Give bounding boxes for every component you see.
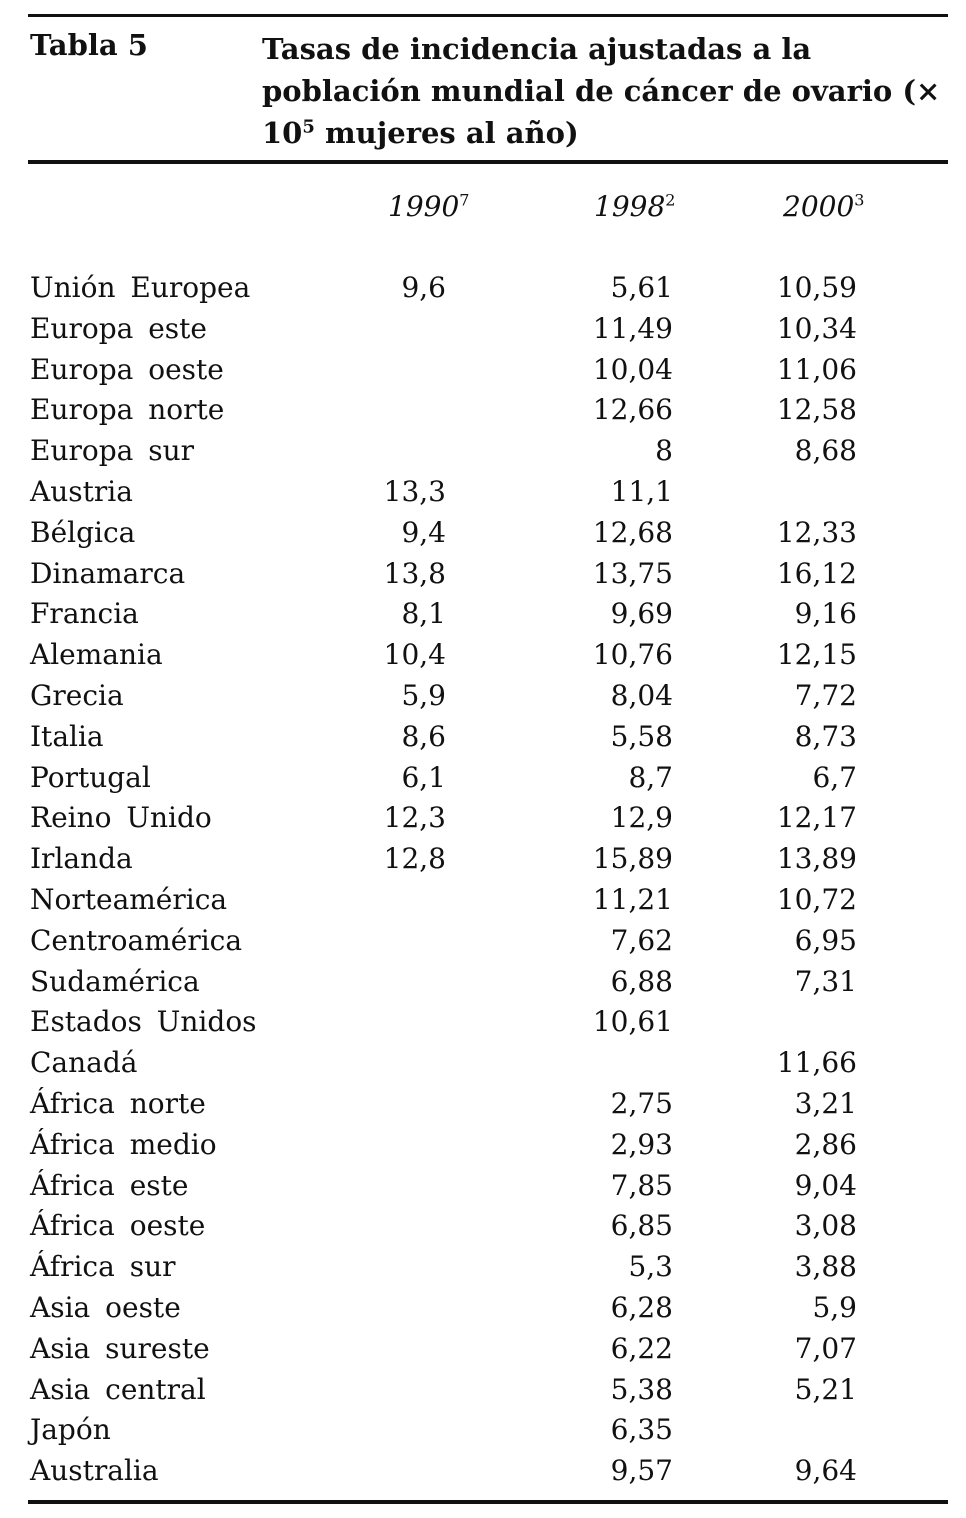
value-1990-cell: 9,6 [401,271,446,304]
value-1998-cell: 10,61 [592,1005,673,1039]
value-1998-cell: 6,35 [610,1413,673,1447]
table-row [0,513,966,554]
region-cell: Bélgica [30,515,136,549]
region-cell: Asia central [30,1372,206,1406]
table-label: Tabla 5 [30,28,148,62]
region-cell: Europa oeste [30,352,224,386]
value-2000-cell: 6,7 [812,760,857,794]
region-cell: Grecia [30,678,124,712]
region-cell: Estados Unidos [30,1005,257,1039]
column-ref: 7 [459,190,470,210]
region-cell: Portugal [30,760,151,794]
value-1998-cell: 5,38 [610,1372,673,1406]
value-1998-cell: 11,1 [610,474,673,508]
table-row [0,1002,966,1043]
table-row [0,676,966,717]
value-1998-cell: 8,04 [610,678,673,712]
value-2000-cell: 3,08 [794,1209,857,1243]
region-cell: Europa sur [30,434,195,468]
region-cell: Australia [30,1454,159,1488]
region-cell: África medio [30,1127,217,1161]
value-2000-cell: 10,72 [776,882,857,916]
value-1998-cell: 8,7 [628,760,673,794]
table-row [0,758,966,799]
region-cell: Francia [30,597,139,631]
title-main: Tasas de incidencia ajustadas a la población mundial de cáncer de ovario (× 10 [262,32,941,150]
table-row [0,390,966,431]
table-row [0,798,966,839]
table-row [0,1451,966,1492]
value-1998-cell: 6,22 [610,1331,673,1365]
value-2000-cell: 5,21 [794,1372,857,1406]
value-1998-cell: 8 [655,434,673,468]
table-row [0,1206,966,1247]
value-2000-cell: 7,72 [794,678,857,712]
region-cell: Centroamérica [30,923,243,957]
value-1990-cell: 8,1 [401,597,446,631]
region-cell: Canadá [30,1046,138,1080]
region-cell: Unión Europea [30,271,251,304]
value-1998-cell: 12,9 [610,801,673,835]
value-1990-cell: 10,4 [383,638,446,672]
value-1998-cell: 11,49 [592,311,673,345]
value-2000-cell: 12,33 [776,515,857,549]
region-cell: África oeste [30,1209,206,1243]
table-row [0,554,966,595]
region-cell: Europa este [30,311,207,345]
column-header-1990 [388,190,469,223]
value-2000-cell: 7,31 [794,964,857,998]
top-rule [28,14,948,17]
value-1990-cell: 8,6 [401,719,446,753]
value-1998-cell: 10,76 [592,638,673,672]
table-row [0,1043,966,1084]
value-2000-cell: 9,64 [794,1454,857,1488]
column-year: 2000 [783,190,855,223]
region-cell: Austria [30,474,133,508]
column-header-1998 [594,190,675,223]
value-2000-cell: 7,07 [794,1331,857,1365]
table-row [0,839,966,880]
region-cell: Italia [30,719,104,753]
value-1998-cell: 15,89 [592,842,673,876]
value-1998-cell: 10,04 [592,352,673,386]
table-row [0,594,966,635]
value-2000-cell: 11,06 [776,352,857,386]
column-year: 1998 [594,190,666,223]
table-row [0,1247,966,1288]
table-row [0,962,966,1003]
value-1990-cell: 13,8 [383,556,446,590]
table-title [262,28,942,154]
title-exponent: 5 [302,116,315,138]
value-1998-cell: 2,93 [610,1127,673,1161]
value-1998-cell: 5,58 [610,719,673,753]
bottom-rule [28,1500,948,1504]
title-end: mujeres al año) [314,116,579,150]
value-2000-cell: 11,66 [776,1046,857,1080]
value-1998-cell: 9,57 [610,1454,673,1488]
region-cell: África sur [30,1250,176,1284]
value-1990-cell: 9,4 [401,515,446,549]
table-row [0,1370,966,1411]
value-2000-cell: 12,17 [776,801,857,835]
table-row [0,350,966,391]
column-ref: 3 [854,190,865,210]
table-row [0,717,966,758]
value-1998-cell: 13,75 [592,556,673,590]
value-1998-cell: 7,85 [610,1168,673,1202]
region-cell: África este [30,1168,189,1202]
value-1998-cell: 12,68 [592,515,673,549]
value-2000-cell: 5,9 [812,1290,857,1324]
value-2000-cell: 13,89 [776,842,857,876]
region-cell: Europa norte [30,393,225,427]
table-row [0,635,966,676]
value-2000-cell: 12,15 [776,638,857,672]
value-2000-cell: 16,12 [776,556,857,590]
value-1998-cell: 5,61 [610,271,673,304]
region-cell: Dinamarca [30,556,186,590]
value-2000-cell: 2,86 [794,1127,857,1161]
region-cell: Japón [30,1413,111,1447]
region-cell: Irlanda [30,842,133,876]
value-1998-cell: 9,69 [610,597,673,631]
region-cell: Asia oeste [30,1290,181,1324]
value-1998-cell: 6,85 [610,1209,673,1243]
value-1998-cell: 12,66 [592,393,673,427]
value-1998-cell: 5,3 [628,1250,673,1284]
table-row [0,268,966,309]
table-row [0,1288,966,1329]
value-2000-cell: 8,73 [794,719,857,753]
value-2000-cell: 10,59 [776,271,857,304]
value-1990-cell: 5,9 [401,678,446,712]
region-cell: Alemania [30,638,163,672]
region-cell: África norte [30,1086,206,1120]
value-2000-cell: 3,88 [794,1250,857,1284]
table-row [0,1125,966,1166]
value-1998-cell: 11,21 [592,882,673,916]
region-cell: Norteamérica [30,882,228,916]
value-2000-cell: 9,16 [794,597,857,631]
value-2000-cell: 8,68 [794,434,857,468]
region-cell: Sudamérica [30,964,200,998]
value-2000-cell: 12,58 [776,393,857,427]
value-1998-cell: 6,88 [610,964,673,998]
header-rule [28,160,948,164]
table-row [0,431,966,472]
table-row [0,309,966,350]
table-row [0,1329,966,1370]
table-row [0,1166,966,1207]
value-1998-cell: 6,28 [610,1290,673,1324]
column-header-2000 [783,190,864,223]
table-body [0,268,966,1492]
table-row [0,880,966,921]
table-row [0,1410,966,1451]
table-row [0,1084,966,1125]
value-2000-cell: 10,34 [776,311,857,345]
table-row [0,921,966,962]
column-ref: 2 [665,190,676,210]
region-cell: Asia sureste [30,1331,210,1365]
region-cell: Reino Unido [30,801,212,835]
value-1990-cell: 12,8 [383,842,446,876]
value-1998-cell: 7,62 [610,923,673,957]
value-1990-cell: 6,1 [401,760,446,794]
value-1990-cell: 12,3 [383,801,446,835]
column-year: 1990 [388,190,460,223]
value-1998-cell: 2,75 [610,1086,673,1120]
value-2000-cell: 3,21 [794,1086,857,1120]
value-1990-cell: 13,3 [383,474,446,508]
value-2000-cell: 6,95 [794,923,857,957]
value-2000-cell: 9,04 [794,1168,857,1202]
table-row [0,472,966,513]
